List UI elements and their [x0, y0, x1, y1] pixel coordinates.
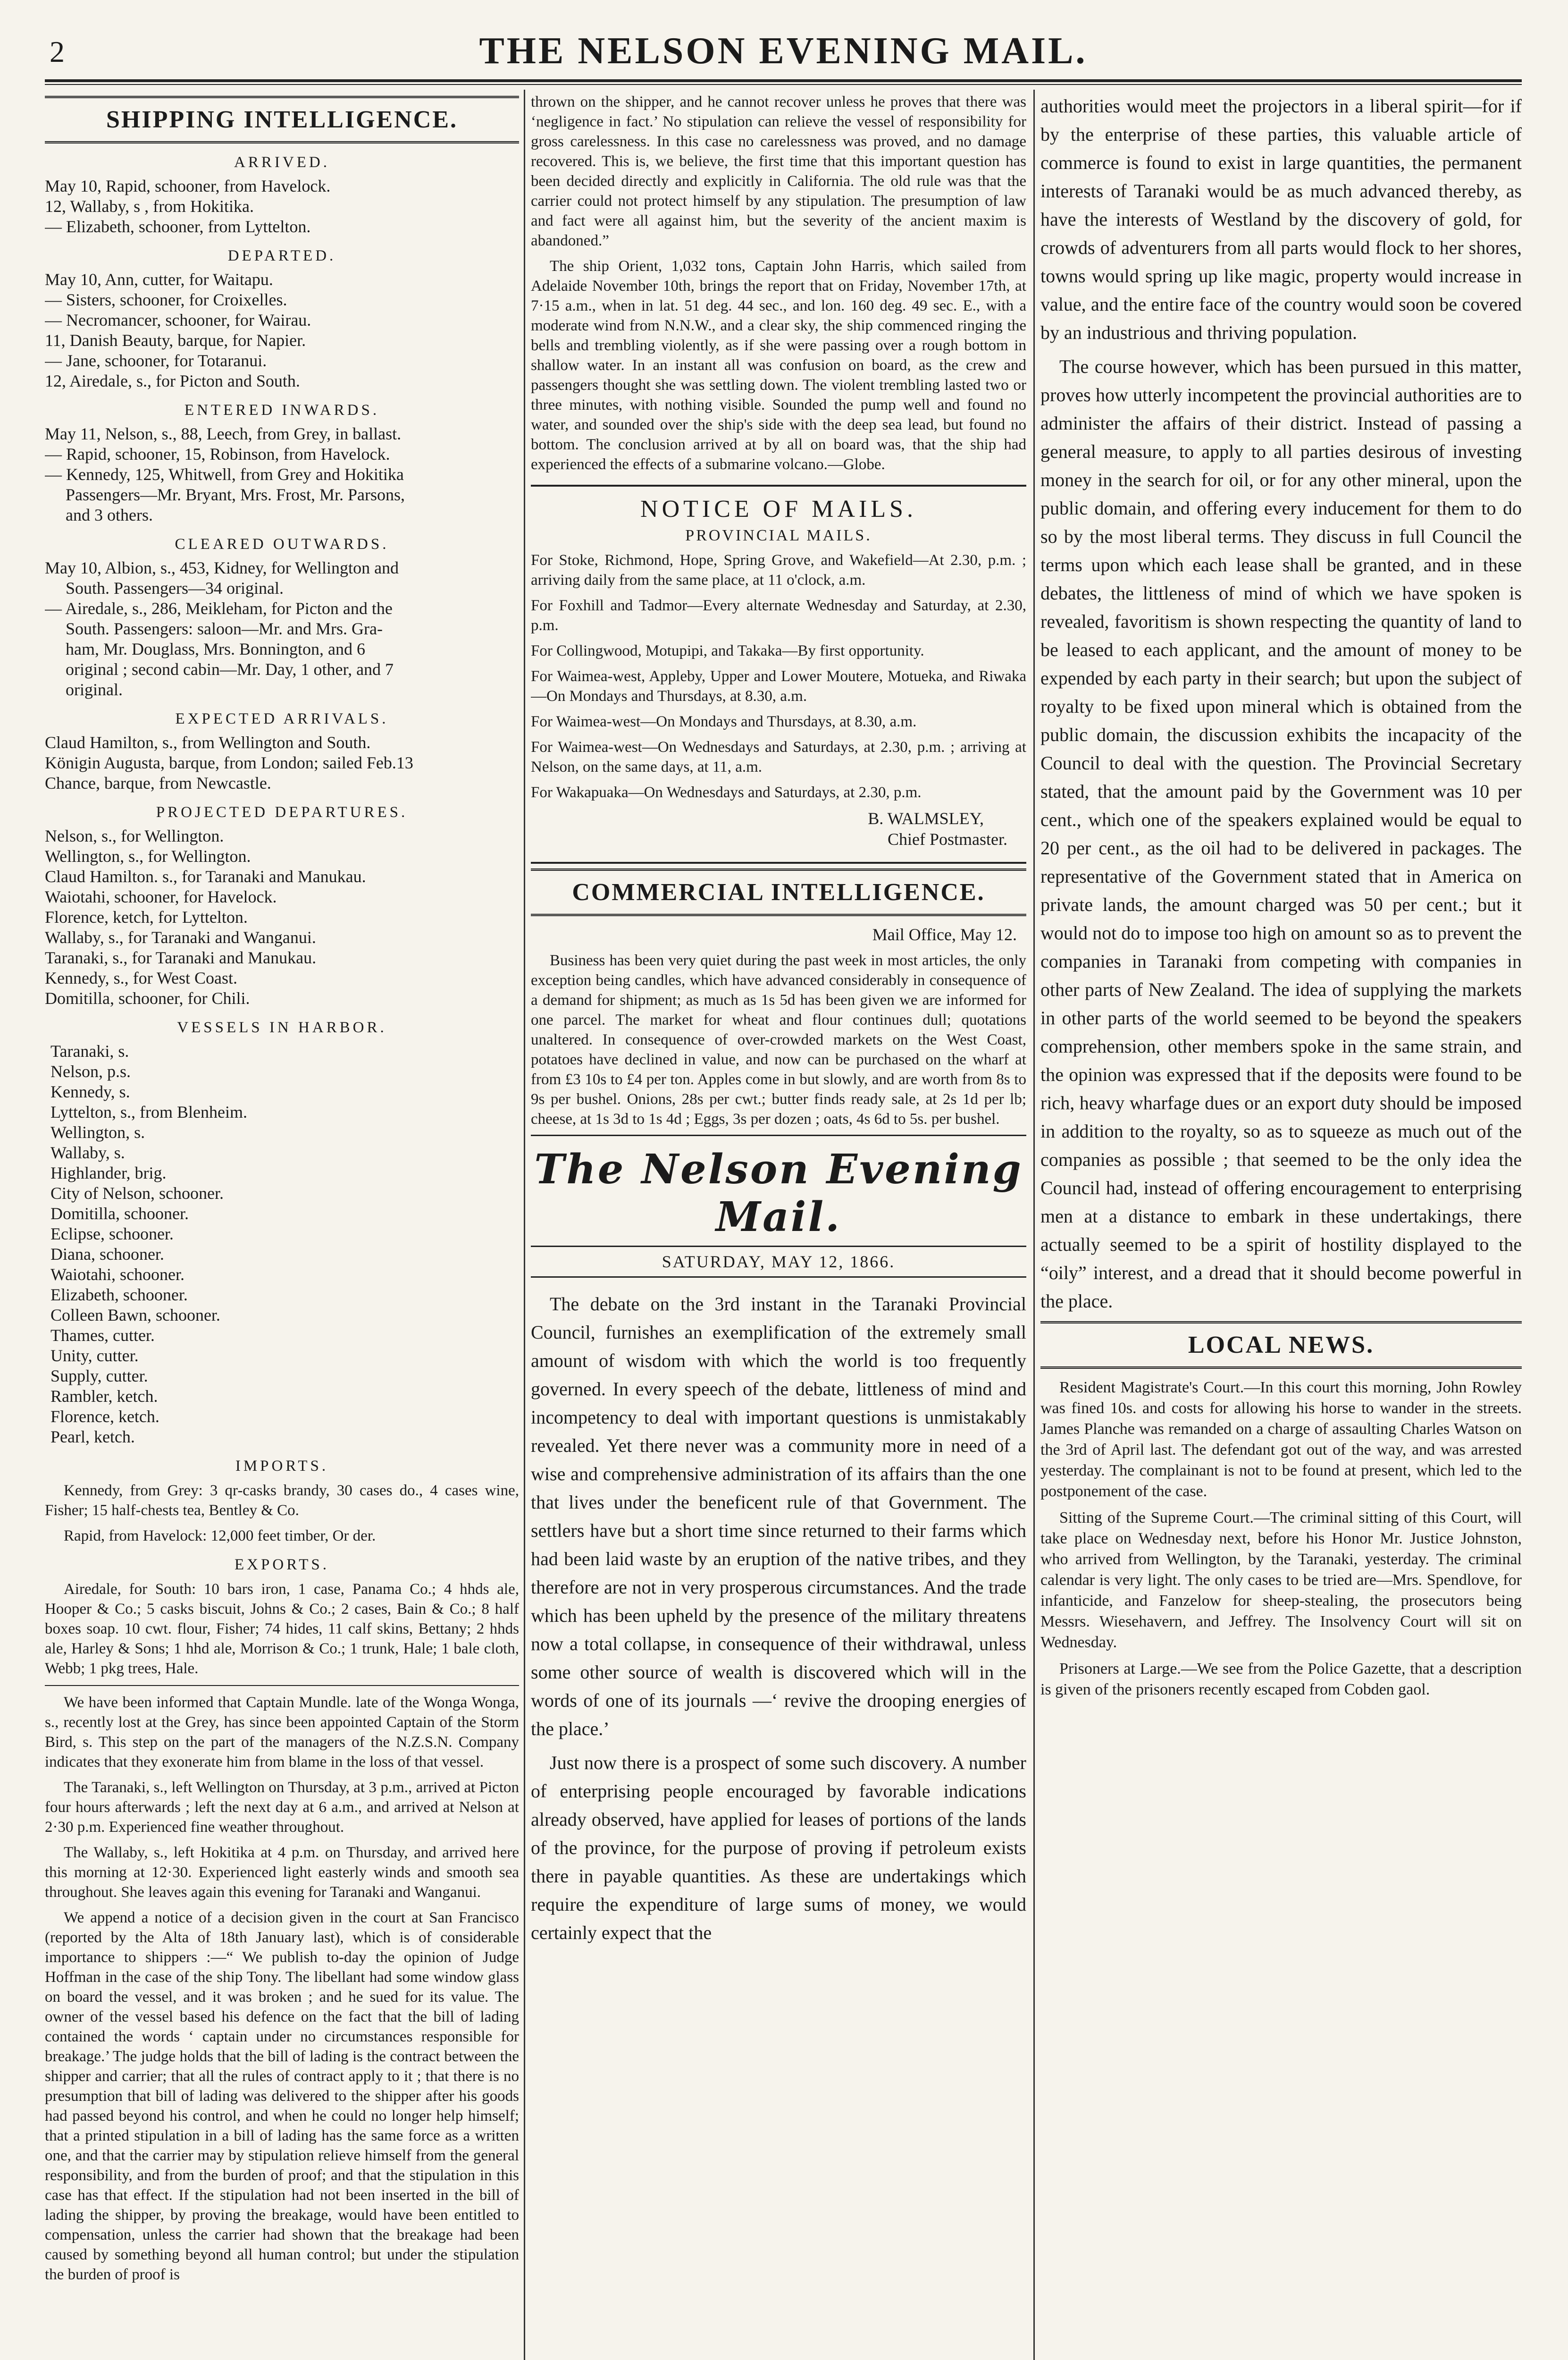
entered-list: [45, 424, 519, 525]
mails-title: NOTICE OF MAILS.: [640, 496, 917, 523]
list-item: Diana, schooner.: [50, 1245, 164, 1264]
list-item: — Kennedy, 125, Whitwell, from Grey and Hokitika: [45, 465, 404, 484]
editorial-continuation: authorities would meet the projectors in a liberal spirit—for if by the enterprise of these parties, this valuable article of commerce is found to exist in large quantities, the permanent interests of Taranaki would be as much advanced thereby, as have the interests of Westland by the discovery of gold, for crowds of adventurers from all parts would flock to her shores, towns would spring up like magic, property would increase in value, and the entire face of the country would soon be covered by an industrious and thriving population.: [1040, 95, 1522, 343]
list-item: May 10, Ann, cutter, for Waitapu.: [45, 270, 273, 289]
list-item: Unity, cutter.: [50, 1346, 139, 1365]
list-item: Rambler, ketch.: [50, 1387, 158, 1406]
list-item: Thames, cutter.: [50, 1326, 155, 1345]
list-item: ham, Mr. Douglass, Mrs. Bonnington, and 6: [66, 640, 365, 658]
list-item: South. Passengers—34 original.: [66, 579, 284, 598]
expected-list: [45, 733, 519, 793]
arrived-list: [45, 176, 519, 237]
list-item: Claud Hamilton. s., for Taranaki and Manukau.: [45, 867, 366, 886]
editorial-paragraph: The course however, which has been pursued in this matter, proves how utterly incompetent the provincial authorities are to administer the affairs of their district. Instead of passing a general measure, to apply to all parties desirous of investing money in the search for oil, or for any other mineral, upon the public domain, and offering every inducement for them to do so by the most liberal terms. They discuss in full Council the terms upon which each lease shall be granted, and in these debates, the littleness of mind of which we have spoken is revealed, favoritism is shown respecting the quantity of land to be leased to each applicant, and the amount of money to be expended by each party in their search; but upon the subject of royalty to be fixed upon mineral which is obtained from the public domain, the discussion exhibits the incapacity of the Council to deal with the question. The Provincial Secretary stated, that the amount paid by the Government was 10 per cent., which one of the speakers explained would be equal to 20 per cent., as the oil had to be delivered in packages. The representative of the Government stated that in America on private lands, the amount charged was 50 per cent.; but it would not do to impose too high on amount so as to prevent the companies in Taranaki from competing with companies in other parts of New Zealand. The idea of supplying the markets in other parts of the world seemed to be beyond the speakers comprehension, other members spoke in the same strain, and the opinion was expressed that if the deposits were found to be rich, heavy wharfage dues or an export duty should be imposed in addition to the royalty, so as to squeeze as much out of the companies as possible ; that seemed to be the only idea the Council had, instead of offering encouragement to enterprising men at a distance to embark in these undertakings, there actually seemed to be a spirit of hostility displayed to the “oily” interest, and a dread that it should become powerful in the place.: [1040, 356, 1522, 1312]
cleared-heading: CLEARED OUTWARDS.: [175, 536, 389, 553]
expected-heading: EXPECTED ARRIVALS.: [175, 710, 389, 727]
list-item: Eclipse, schooner.: [50, 1224, 174, 1243]
editorial-date: SATURDAY, MAY 12, 1866.: [531, 1246, 1026, 1278]
list-item: — Sisters, schooner, for Croixelles.: [45, 290, 287, 309]
list-item: Taranaki, s.: [50, 1042, 129, 1061]
editorial-paragraph: Just now there is a prospect of some such discovery. A number of enterprising people encouraged by favorable indications already observed, have applied for leases of portions of the lands of the province, for the purpose of proving if petroleum exists there in payable quantities. As these are undertakings which require the expenditure of large sums of money, we would certainly expect that the: [531, 1752, 1026, 1943]
list-item: City of Nelson, schooner.: [50, 1184, 224, 1203]
commercial-header: [531, 868, 1026, 916]
list-item: Domitilla, schooner.: [50, 1204, 189, 1223]
list-item: Claud Hamilton, s., from Wellington and South.: [45, 733, 371, 752]
departed-list: [45, 270, 519, 391]
imports-entry: Kennedy, from Grey: 3 qr-casks brandy, 30 cases do., 4 cases wine, Fisher; 15 half-chests tea, Bentley & Co.: [45, 1482, 519, 1519]
news-paragraph: The Taranaki, s., left Wellington on Thursday, at 3 p.m., arrived at Picton four hours afterwards ; left the next day at 6 a.m., and arrived at Nelson at 2·30 p.m. Experienced fine weather throughout.: [45, 1779, 519, 1836]
section-title: LOCAL NEWS.: [1188, 1332, 1375, 1358]
list-item: Wellington, s.: [50, 1123, 145, 1142]
editorial-paragraph: The debate on the 3rd instant in the Taranaki Provincial Council, furnishes an exemplification of the extremely small amount of wisdom with which the world is too frequently governed. In every speech of the debate, littleness of mind and incompetency to deal with important questions is unmistakably revealed. Yet there never was a community more in need of a wise and comprehensive administration of its affairs than the one that lives under the beneficent rule of that Government. The settlers have but a short time since returned to their farms which had been laid waste by an eruption of the native tribes, and they therefore are not in very prosperous circumstances. And the trade which has been upheld by the presence of the military threatens now a total collapse, in consequence of their withdrawal, unless some other source of wealth is discovered which will in the words of one of its journals —‘ revive the drooping energies of the place.’: [531, 1293, 1026, 1739]
column-right: [1040, 92, 1522, 2360]
list-item: — Airedale, s., 286, Meikleham, for Picton and the: [45, 599, 393, 618]
entered-heading: ENTERED INWARDS.: [184, 402, 380, 419]
column-shipping: [45, 92, 519, 2360]
local-news-paragraph: Prisoners at Large.—We see from the Police Gazette, that a description is given of the prisoners recently escaped from Cobden gaol.: [1040, 1660, 1522, 1698]
column-divider: [1033, 90, 1035, 2360]
harbor-list: [45, 1041, 519, 1447]
exports-entry: Airedale, for South: 10 bars iron, 1 case, Panama Co.; 4 hhds ale, Hooper & Co.; 5 casks biscuit, Johns & Co.; 2 cases, Bain & Co.; 8 half boxes soap. 10 cwt. flour, Fisher; 74 hides, 11 calf skins, Bettany; 2 hhds ale, Harley & Sons; 1 hhd ale, Morrison & Co.; 1 trunk, Hale; 1 bale cloth, Webb; 1 pkg trees, Hale.: [45, 1581, 519, 1677]
column-divider: [524, 90, 525, 2360]
divider: [45, 1685, 519, 1686]
news-paragraph: The Wallaby, s., left Hokitika at 4 p.m. on Thursday, and arrived here this morning at 12·30. Experienced light easterly winds and smooth sea throughout. She leaves again this evening for Taranaki and Wanganui.: [45, 1844, 519, 1901]
mail-entry: For Collingwood, Motupipi, and Takaka—By first opportunity.: [531, 642, 924, 659]
mail-entry: For Waimea-west, Appleby, Upper and Lower Moutere, Motueka, and Riwaka—On Mondays and Thursdays, at 8.30, a.m.: [531, 668, 1026, 705]
list-item: Highlander, brig.: [50, 1163, 167, 1182]
column-middle: [531, 92, 1026, 2360]
arrived-heading: ARRIVED.: [234, 154, 330, 171]
local-news-header: [1040, 1321, 1522, 1369]
postmaster-title: Chief Postmaster.: [888, 830, 1007, 849]
mails-notice: [531, 485, 1026, 864]
list-item: and 3 others.: [66, 506, 153, 524]
list-item: Nelson, p.s.: [50, 1062, 131, 1081]
list-item: Waiotahi, schooner, for Havelock.: [45, 887, 277, 906]
page-number: 2: [50, 35, 65, 68]
list-item: — Necromancer, schooner, for Wairau.: [45, 311, 311, 329]
list-item: Domitilla, schooner, for Chili.: [45, 989, 250, 1008]
list-item: 12, Wallaby, s , from Hokitika.: [45, 197, 254, 216]
shipping-header: [45, 96, 519, 143]
list-item: Florence, ketch, for Lyttelton.: [45, 908, 248, 927]
local-news-paragraph: Resident Magistrate's Court.—In this court this morning, John Rowley was fined 10s. and costs for allowing his horse to wander in the streets. James Planche was remanded on a charge of assaulting Charles Watson on the 3rd of April last. The defendant got out of the way, and was arrested yesterday. The complainant is not to be found at present, which led to the postponement of the case.: [1040, 1379, 1522, 1500]
imports-heading: IMPORTS.: [235, 1458, 329, 1475]
news-paragraph: We have been informed that Captain Mundle. late of the Wonga Wonga, s., recently lost at the Grey, has since been appointed Captain of the Storm Bird, s. This step on the part of the managers of the N.Z.S.N. Company indicates that they exonerate him from blame in the loss of that vessel.: [45, 1694, 519, 1770]
list-item: Königin Augusta, barque, from London; sailed Feb.13: [45, 753, 413, 772]
list-item: May 10, Rapid, schooner, from Havelock.: [45, 177, 331, 195]
list-item: — Rapid, schooner, 15, Robinson, from Havelock.: [45, 445, 390, 464]
list-item: original ; second cabin—Mr. Day, 1 other, and 7: [66, 660, 394, 679]
masthead-rule-thin: [45, 84, 1522, 85]
list-item: — Elizabeth, schooner, from Lyttelton.: [45, 217, 311, 236]
list-item: South. Passengers: saloon—Mr. and Mrs. Gra-: [66, 619, 383, 638]
list-item: Wallaby, s., for Taranaki and Wanganui.: [45, 928, 316, 947]
list-item: May 10, Albion, s., 453, Kidney, for Wellington and: [45, 558, 399, 577]
list-item: Chance, barque, from Newcastle.: [45, 774, 271, 792]
masthead-rule: [45, 79, 1522, 82]
news-paragraph: We append a notice of a decision given in the court at San Francisco (reported by the Alta of 18th January last), which is of considerable importance to shippers :—“ We publish to-day the opinion of Judge Hoffman in the case of the ship Tony. The libellant had some window glass on board the vessel, and it was broken ; and he sued for its value. The owner of the vessel based his defence on the fact that the bill of lading contained the words ‘ captain under no circumstances responsible for breakage.’ The judge holds that the bill of lading is the contract between the shipper and carrier; that all the rules of contract apply to it ; that there is no presumption that bill of lading was delivered to the shipper after his goods had passed beyond his control, and when he could no longer help himself; that a printed stipulation in a bill of lading has the same force as a written one, and that the carrier may by stipulation relieve himself from the general responsibility, and from the burden of proof; and that the stipulation in this case has that effect. If the stipulation had not been inserted in the bill of lading the shipper, by proving the breakage, would have been entitled to compensation, unless the carrier had shown that the breakage had been caused by something beyond all human control; but under the stipulation the burden of proof is: [45, 1909, 519, 2283]
projected-heading: PROJECTED DEPARTURES.: [156, 804, 408, 821]
postmaster-signature: B. WALMSLEY,: [868, 809, 984, 828]
article-paragraph: The ship Orient, 1,032 tons, Captain John Harris, which sailed from Adelaide November 10th, brings the report that on Friday, November 17th, at 7·15 a.m., when in lat. 51 deg. 44 sec., and lon. 160 deg. 49 sec. E., with a moderate wind from N.N.W., and a clear sky, the ship commenced ringing the bells and trembling violently, as if she were passing over a rough bottom in shallow water. In an instant all was confusion on board, as the crew and passengers thought she was settling down. The violent trembling lasted two or three minutes, with nothing visible. Sounded the pump well and found no water, and sounded over the ship's side with the deep sea lead, but found no bottom. The conclusion arrived at by all on board was, that the ship had experienced the effects of a submarine volcano.—Globe.: [531, 258, 1026, 473]
list-item: Wellington, s., for Wellington.: [45, 847, 251, 866]
list-item: 12, Airedale, s., for Picton and South.: [45, 371, 300, 390]
list-item: Passengers—Mr. Bryant, Mrs. Frost, Mr. Parsons,: [66, 485, 405, 504]
list-item: Supply, cutter.: [50, 1366, 148, 1385]
divider: [531, 1135, 1026, 1136]
newspaper-title: THE NELSON EVENING MAIL.: [479, 30, 1088, 72]
mail-entry: For Wakapuaka—On Wednesdays and Saturdays, at 2.30, p.m.: [531, 784, 922, 801]
list-item: Elizabeth, schooner.: [50, 1285, 188, 1304]
section-title: COMMERCIAL INTELLIGENCE.: [572, 879, 985, 906]
section-title: SHIPPING INTELLIGENCE.: [106, 106, 458, 133]
departed-heading: DEPARTED.: [227, 247, 336, 264]
list-item: Lyttelton, s., from Blenheim.: [50, 1103, 247, 1121]
mail-entry: For Foxhill and Tadmor—Every alternate Wednesday and Saturday, at 2.30, p.m.: [531, 597, 1026, 634]
masthead: [45, 26, 1522, 78]
list-item: Florence, ketch.: [50, 1407, 159, 1426]
commercial-body: Business has been very quiet during the past week in most articles, the only exception being candles, which have advanced considerably in consequence of a demand for shipment; as much as 1s 5d has been given we are informed for one parcel. The market for wheat and flour continues dull; quotations unaltered. In consequence of over-crowded markets on the West Coast, potatoes have declined in value, and now can be purchased on the wharf at from £3 10s to £4 per ton. Apples come in but slowly, and are worth from 8s to 9s per bushel. Onions, 28s per cwt.; butter finds ready sale, at 2s 1d per lb; cheese, at 1s 3d to 1s 4d ; Eggs, 3s per dozen ; oats, 4s 6d to 5s. per bushel.: [531, 952, 1026, 1128]
list-item: Taranaki, s., for Taranaki and Manukau.: [45, 948, 317, 967]
list-item: Wallaby, s.: [50, 1143, 125, 1162]
mails-subtitle: PROVINCIAL MAILS.: [685, 527, 872, 544]
projected-list: [45, 826, 519, 1009]
list-item: Kennedy, s.: [50, 1082, 130, 1101]
mail-entry: For Stoke, Richmond, Hope, Spring Grove, and Wakefield—At 2.30, p.m. ; arriving daily from the same place, at 11 o'clock, a.m.: [531, 552, 1026, 589]
list-item: original.: [66, 680, 123, 699]
mail-entry: For Waimea-west—On Mondays and Thursdays, at 8.30, a.m.: [531, 713, 917, 730]
mail-entry: For Waimea-west—On Wednesdays and Saturdays, at 2.30, p.m. ; arriving at Nelson, on the same days, at 11, a.m.: [531, 739, 1026, 775]
commercial-dateline: Mail Office, May 12.: [872, 925, 1017, 944]
list-item: Waiotahi, schooner.: [50, 1265, 185, 1284]
exports-heading: EXPORTS.: [235, 1556, 329, 1573]
imports-entry: Rapid, from Havelock: 12,000 feet timber, Or der.: [64, 1527, 376, 1544]
local-news-paragraph: Sitting of the Supreme Court.—The criminal sitting of this Court, will take place on Wednesday next, before his Honor Mr. Justice Johnston, who arrived from Wellington, by the Taranaki, yesterday. The criminal calendar is very light. The only cases to be tried are—Mrs. Spendlove, for infanticide, and Fanzelow for sheep-stealing, the prosecutors being Messrs. Wiesehavern, and Jeffrey. The Insolvency Court will sit on Wednesday.: [1040, 1509, 1522, 1651]
editorial-paper-title: The Nelson Evening Mail.: [534, 1146, 1023, 1241]
list-item: Nelson, s., for Wellington.: [45, 826, 224, 845]
list-item: — Jane, schooner, for Totaranui.: [45, 351, 267, 370]
list-item: May 11, Nelson, s., 88, Leech, from Grey, in ballast.: [45, 424, 402, 443]
article-continuation: thrown on the shipper, and he cannot recover unless he proves that there was ‘negligence in fact.’ No stipulation can relieve the vessel of responsibility for gross carelessness. In this case no carelessness was proved, and no damage recovered. This is, we believe, the first time that this important question has been decided directly and explicitly in California. The old rule was that the carrier could not protect himself by any stipulation. The presumption of law and fact were all against him, but the severity of the ancient maxim is abandoned.”: [531, 93, 1026, 249]
list-item: 11, Danish Beauty, barque, for Napier.: [45, 331, 306, 350]
list-item: Kennedy, s., for West Coast.: [45, 969, 238, 987]
cleared-list: [45, 558, 519, 700]
harbor-heading: VESSELS IN HARBOR.: [177, 1019, 387, 1036]
list-item: Pearl, ketch.: [50, 1427, 135, 1446]
list-item: Colleen Bawn, schooner.: [50, 1306, 220, 1324]
